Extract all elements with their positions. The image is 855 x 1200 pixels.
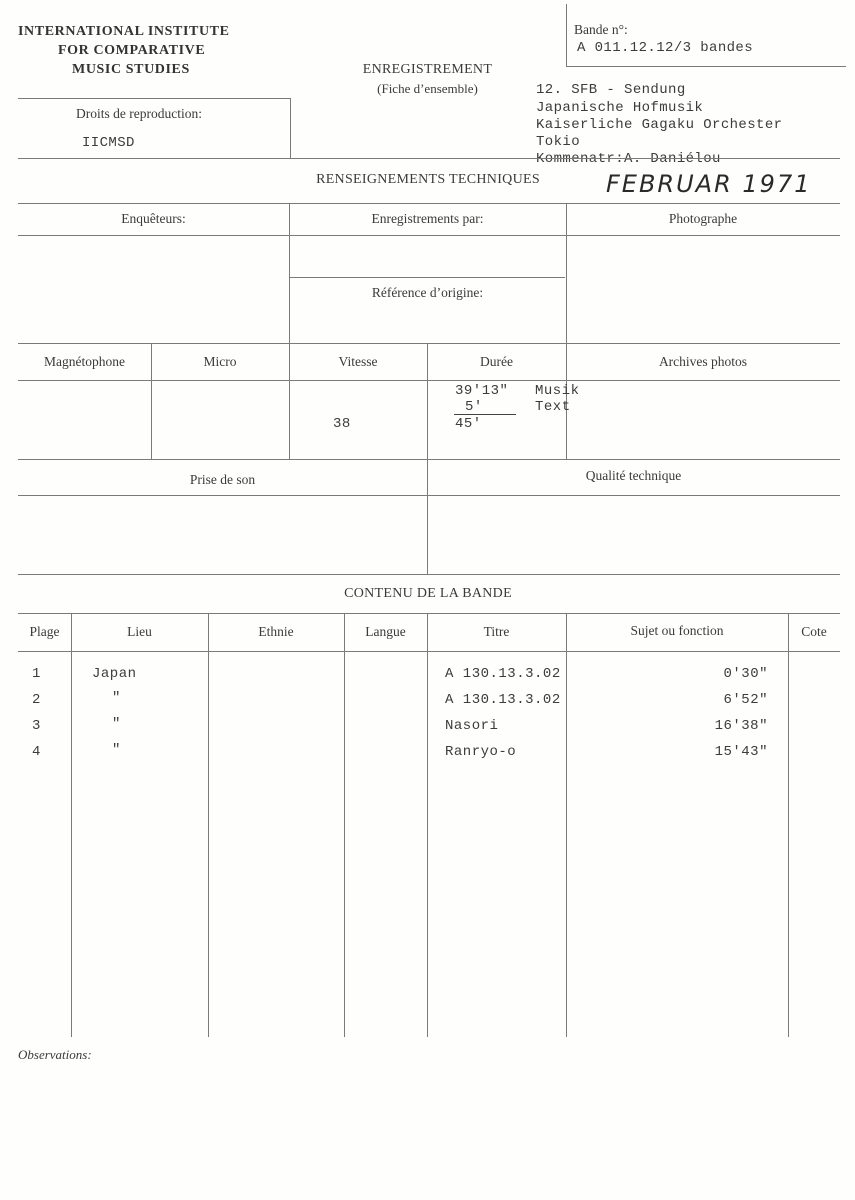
bande-value: A 011.12.12/3 bandes <box>577 40 754 56</box>
header-bottom-rule <box>18 158 840 159</box>
duree-sum-rule <box>454 414 516 415</box>
column-header-sujet: Sujet ou fonction <box>630 623 724 638</box>
contents-section-title: CONTENU DE LA BANDE <box>344 586 512 601</box>
typed-commentator-line: Kommenatr:A. Daniélou <box>536 151 721 167</box>
row-4-plage: 4 <box>32 744 41 760</box>
rule-contents-top <box>18 574 840 575</box>
enqueteurs-label: Enquêteurs: <box>121 211 186 226</box>
rule-technical-top <box>18 203 840 204</box>
droits-label: Droits de reproduction: <box>76 106 202 121</box>
rule-technical-header-bottom <box>18 235 840 236</box>
droits-value: IICMSD <box>82 135 135 151</box>
enregistrement-subtitle: (Fiche d’ensemble) <box>377 81 478 96</box>
row-1-lieu: Japan <box>92 666 137 682</box>
column-header-titre: Titre <box>483 624 510 639</box>
droits-box-right-border <box>290 98 291 158</box>
typed-orchestra-line: Kaiserliche Gagaku Orchester <box>536 117 783 133</box>
duree-total-value: 45' <box>455 416 482 432</box>
row-3-titre: Nasori <box>445 718 499 734</box>
row-2-sujet: 6'52" <box>723 692 768 708</box>
column-header-ethnie: Ethnie <box>258 624 294 639</box>
column-header-plage: Plage <box>29 624 60 639</box>
row-4-sujet: 15'43" <box>714 744 768 760</box>
duree-text-value: 5' <box>465 399 483 415</box>
institute-name-line3: MUSIC STUDIES <box>72 62 190 77</box>
rule-equipment-header-bottom <box>18 380 840 381</box>
technical-section-title: RENSEIGNEMENTS TECHNIQUES <box>316 172 540 187</box>
rule-reference-top <box>290 277 565 278</box>
institute-name-line1: INTERNATIONAL INSTITUTE <box>18 24 230 39</box>
row-3-plage: 3 <box>32 718 41 734</box>
bande-box-bottom-border <box>566 66 846 67</box>
rule-table-header-bottom <box>18 651 840 652</box>
row-1-titre: A 130.13.3.02 <box>445 666 561 682</box>
enregistrement-title: ENREGISTREMENT <box>362 62 493 77</box>
prise-de-son-label: Prise de son <box>189 472 256 487</box>
rule-prise-header-bottom <box>18 495 840 496</box>
rule-equipment-top <box>18 343 840 344</box>
bande-box-left-border <box>566 4 567 66</box>
reference-label: Référence d’origine: <box>371 285 484 300</box>
institute-name-line2: FOR COMPARATIVE <box>58 43 206 58</box>
vitesse-value: 38 <box>333 416 351 432</box>
row-2-plage: 2 <box>32 692 41 708</box>
magnetophone-label: Magnétophone <box>44 354 125 369</box>
duree-music-note: Musik <box>535 383 580 399</box>
row-2-lieu: " <box>112 690 121 706</box>
rule-prise-top <box>18 459 840 460</box>
row-2-titre: A 130.13.3.02 <box>445 692 561 708</box>
divider-ethnie <box>208 613 209 1037</box>
typed-city-line: Tokio <box>536 134 581 150</box>
handwritten-date: FEBRUAR 1971 <box>606 170 812 198</box>
divider-langue <box>344 613 345 1037</box>
row-3-lieu: " <box>112 716 121 732</box>
row-4-titre: Ranryo-o <box>445 744 517 760</box>
duree-text-note: Text <box>535 399 571 415</box>
divider-cote <box>788 613 789 1037</box>
column-header-lieu: Lieu <box>127 624 152 639</box>
column-header-cote: Cote <box>801 624 827 639</box>
row-1-sujet: 0'30" <box>723 666 768 682</box>
observations-label: Observations: <box>18 1047 92 1062</box>
row-4-lieu: " <box>112 742 121 758</box>
micro-label: Micro <box>203 354 237 369</box>
droits-box-top-border <box>18 98 290 99</box>
column-header-langue: Langue <box>365 624 406 639</box>
typed-broadcast-line: 12. SFB - Sendung <box>536 82 686 98</box>
vitesse-label: Vitesse <box>338 354 378 369</box>
rule-table-top <box>18 613 840 614</box>
row-1-plage: 1 <box>32 666 41 682</box>
qualite-technique-label: Qualité technique <box>585 468 682 483</box>
typed-subject-line: Japanische Hofmusik <box>536 100 704 116</box>
duree-label: Durée <box>480 354 513 369</box>
divider-sujet <box>566 613 567 1037</box>
archives-photos-label: Archives photos <box>658 354 748 369</box>
divider-lieu <box>71 613 72 1037</box>
enregistrements-par-label: Enregistrements par: <box>371 211 484 226</box>
bande-label: Bande n°: <box>574 22 628 37</box>
row-3-sujet: 16'38" <box>714 718 768 734</box>
duree-music-value: 39'13" <box>455 383 509 399</box>
photographe-label: Photographe <box>668 211 738 226</box>
divider-titre <box>427 613 428 1037</box>
